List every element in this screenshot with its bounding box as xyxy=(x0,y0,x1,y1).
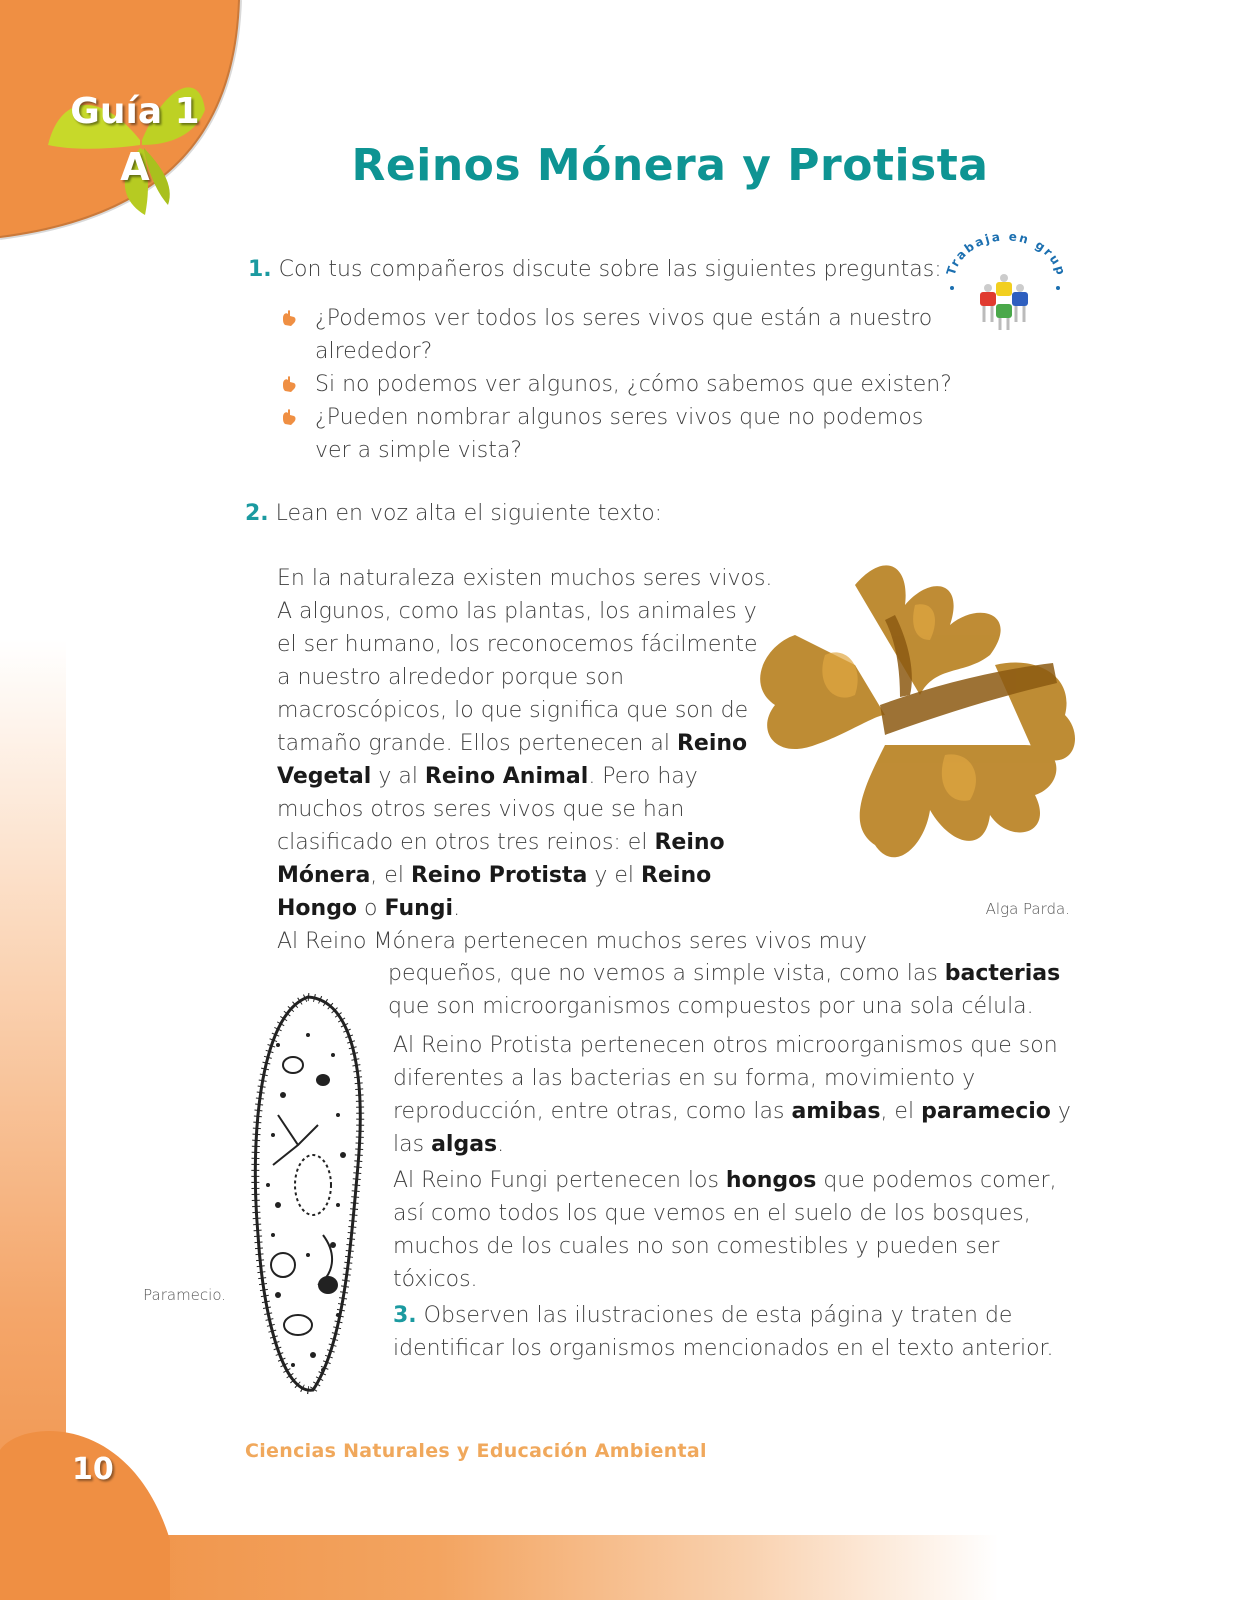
term-paramecio: paramecio xyxy=(921,1099,1051,1124)
question-3-number: 3. xyxy=(393,1303,417,1328)
page-title: Reinos Mónera y Protista xyxy=(351,140,989,191)
reading-paragraph-2-line1: Al Reino Mónera pertenecen muchos seres vivos muy xyxy=(277,929,868,954)
question-1-number: 1. xyxy=(248,257,272,282)
footer-subject: Ciencias Naturales y Educación Ambiental xyxy=(245,1440,707,1462)
reading-paragraph-1: En la naturaleza existen muchos seres vivos. A algunos, como las plantas, los animales y el ser humano, los reconocemos fácilmente a nuestro alrededor porque son macroscópicos, lo que significa que son de tamaño grande. Ellos pertenecen al Reino Vegetal y al Reino Animal. Pero hay muchos otros seres vivos que se han clasificado en otros tres reinos: el Reino Mónera, el Reino Protista y el Reino Hongo o Fungi. xyxy=(277,566,773,921)
term-reino-vegetal: Reino Vegetal xyxy=(277,731,748,789)
hand-pointer-icon xyxy=(280,408,298,426)
reading-paragraph-3: Al Reino Protista pertenecen otros microorganismos que son diferentes a las bacterias en su forma, movimiento y reproducción, entre otras, como las amibas, el paramecio y las algas. xyxy=(393,1033,1071,1157)
reading-paragraph-2: pequeños, que no vemos a simple vista, como las bacterias que son microorganismos compuestos por una sola célula. xyxy=(388,961,1061,1019)
bullet-item: ¿Podemos ver todos los seres vivos que están a nuestro alrededor? xyxy=(280,302,960,368)
svg-text:Trabaja en grupo xyxy=(940,232,1065,278)
bullet-item: ¿Pueden nombrar algunos seres vivos que no podemos ver a simple vista? xyxy=(280,401,960,467)
term-bacterias: bacterias xyxy=(944,961,1061,986)
question-1-text: Con tus compañeros discute sobre las siguientes preguntas: xyxy=(278,257,942,282)
hand-pointer-icon xyxy=(280,309,298,327)
footer-corner xyxy=(0,1420,175,1600)
reading-paragraph-4: Al Reino Fungi pertenecen los hongos que podemos comer, así como todos los que vemos en el suelo de los bosques, muchos de los cuales no son comestibles y pueden ser tóxicos. xyxy=(393,1168,1057,1292)
guide-label: Guía 1 xyxy=(70,91,200,132)
caption-paramecio: Paramecio. xyxy=(143,1286,226,1304)
brown-alga-image xyxy=(735,545,1090,900)
badge-text: Trabaja en gru xyxy=(943,232,1065,277)
question-2-text: Lean en voz alta el siguiente texto: xyxy=(275,501,663,526)
term-hongos: hongos xyxy=(725,1168,817,1193)
question-3 xyxy=(393,1299,1073,1365)
paramecium-illustration xyxy=(238,985,378,1410)
page-number: 10 xyxy=(72,1452,114,1487)
term-reino-hongo: Reino Hongo xyxy=(277,863,712,921)
question-2 xyxy=(245,497,945,530)
question-1 xyxy=(248,253,948,286)
question-1-bullets xyxy=(280,302,960,467)
question-3-text: Observen las ilustraciones de esta página y traten de identificar los organismos mencionados en el texto anterior. xyxy=(393,1303,1054,1361)
term-fungi: Fungi xyxy=(384,896,454,921)
guide-letter: A xyxy=(120,145,150,189)
term-reino-monera: Reino Mónera xyxy=(277,830,725,888)
term-amibas: amibas xyxy=(791,1099,881,1124)
question-2-number: 2. xyxy=(245,501,269,526)
term-reino-protista: Reino Protista xyxy=(410,863,588,888)
term-reino-animal: Reino Animal xyxy=(424,764,589,789)
hand-pointer-icon xyxy=(280,375,298,393)
caption-alga: Alga Parda. xyxy=(985,900,1070,918)
bottom-margin-band xyxy=(0,1535,1248,1600)
puzzle-people-icon xyxy=(980,274,1028,330)
term-algas: algas xyxy=(431,1132,498,1157)
bullet-item: Si no podemos ver algunos, ¿cómo sabemos que existen? xyxy=(280,368,960,401)
